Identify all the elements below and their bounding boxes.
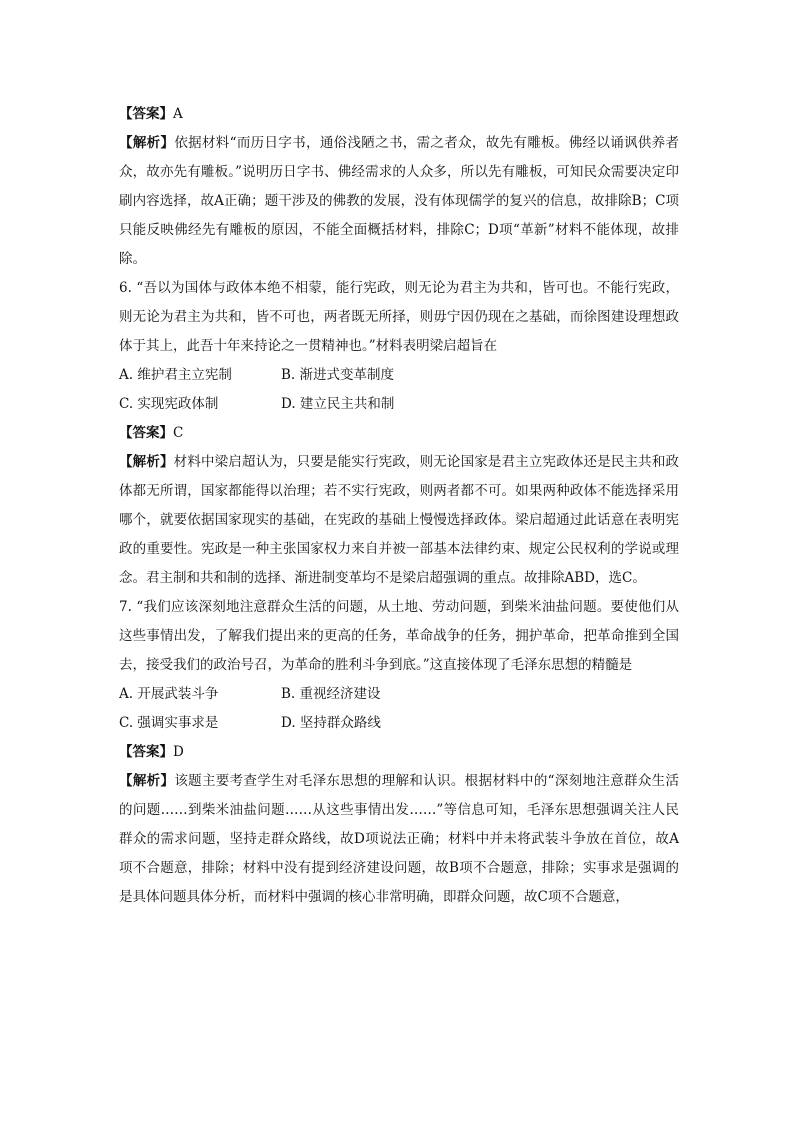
question-7-options-row-1 <box>119 680 679 709</box>
answer-line-q5 <box>119 100 679 129</box>
analysis-text: 依据材料“而历日字书，通俗浅陋之书，需之者众，故先有雕板。佛经以诵讽供养者众，故亦先有雕板。”说明历日字书、佛经需求的人众多，所以先有雕板，可知民众需要决定印刷内容选择，故A正确；题干涉及的佛教的发展，没有体现儒学的复兴的信息，故排除B；C项只能反映佛经先有雕板的原因，不能全面概括材料，排除C；D项“革新”材料不能体现，故排除。 <box>119 135 679 267</box>
analysis-text: 材料中梁启超认为，只要是能实行宪政，则无论国家是君主立宪政体还是民主共和政体都无所谓，国家都能得以治理；若不实行宪政，则两者都不可。如果两种政体不能选择采用哪个，就要依据国家现实的基础，在宪政的基础上慢慢选择政体。梁启超通过此话意在表明宪政的重要性。宪政是一种主张国家权力来自并被一部基本法律约束、规定公民权利的学说或理念。君主制和共和制的选择、渐进制变革均不是梁启超强调的重点。故排除ABD，选C。 <box>119 454 680 586</box>
analysis-text: 该题主要考查学生对毛泽东思想的理解和认识。根据材料中的“深刻地注意群众生活的问题……到柴米油盐问题……从这些事情出发……”等信息可知，毛泽东思想强调关注人民群众的需求问题，坚持走群众路线，故D项说法正确；材料中并未将武装斗争放在首位，故A项不合题意，排除；材料中没有提到经济建设问题，故B项不合题意，排除；实事求是强调的是具体问题具体分析，而材料中强调的核心非常明确，即群众问题，故C项不合题意， <box>119 773 679 905</box>
option-a: A. 维护君主立宪制 <box>119 367 232 383</box>
question-7-options-row-2 <box>119 709 679 738</box>
analysis-paragraph-q6 <box>119 448 679 593</box>
analysis-paragraph-q5 <box>119 129 679 274</box>
option-c: C. 实现宪政体制 <box>119 396 219 412</box>
answer-value: C <box>173 425 184 441</box>
option-a: A. 开展武装斗争 <box>119 686 219 702</box>
answer-label: 【答案】 <box>119 744 173 760</box>
question-7-stem: 7. “我们应该深刻地注意群众生活的问题，从土地、劳动问题，到柴米油盐问题。要使他们从这些事情出发，了解我们提出来的更高的任务，革命战争的任务，拥护革命，把革命推到全国去，接受我们的政治号召，为革命的胜利斗争到底。”这直接体现了毛泽东思想的精髓是 <box>119 599 679 673</box>
document-body <box>119 100 679 912</box>
analysis-label: 【解析】 <box>119 454 174 470</box>
answer-value: D <box>173 744 184 760</box>
answer-label: 【答案】 <box>119 106 173 122</box>
analysis-label: 【解析】 <box>119 135 175 151</box>
option-d: D. 建立民主共和制 <box>281 396 395 412</box>
answer-line-q6 <box>119 419 679 448</box>
analysis-label: 【解析】 <box>119 773 175 789</box>
question-6-options-row-2 <box>119 390 679 419</box>
option-d: D. 坚持群众路线 <box>281 715 381 731</box>
question-6-stem: 6. “吾以为国体与政体本绝不相蒙，能行宪政，则无论为君主为共和，皆可也。不能行宪政，则无论为君主为共和，皆不可也，两者既无所择，则毋宁因仍现在之基础，而徐图建设理想政体于其上，此吾十年来持论之一贯精神也。”材料表明梁启超旨在 <box>119 280 679 354</box>
option-b: B. 重视经济建设 <box>281 686 381 702</box>
option-b: B. 渐进式变革制度 <box>281 367 395 383</box>
question-6-options-row-1 <box>119 361 679 390</box>
answer-label: 【答案】 <box>119 425 173 441</box>
analysis-paragraph-q7 <box>119 767 679 912</box>
answer-value: A <box>173 106 183 122</box>
answer-line-q7 <box>119 738 679 767</box>
option-c: C. 强调实事求是 <box>119 715 219 731</box>
